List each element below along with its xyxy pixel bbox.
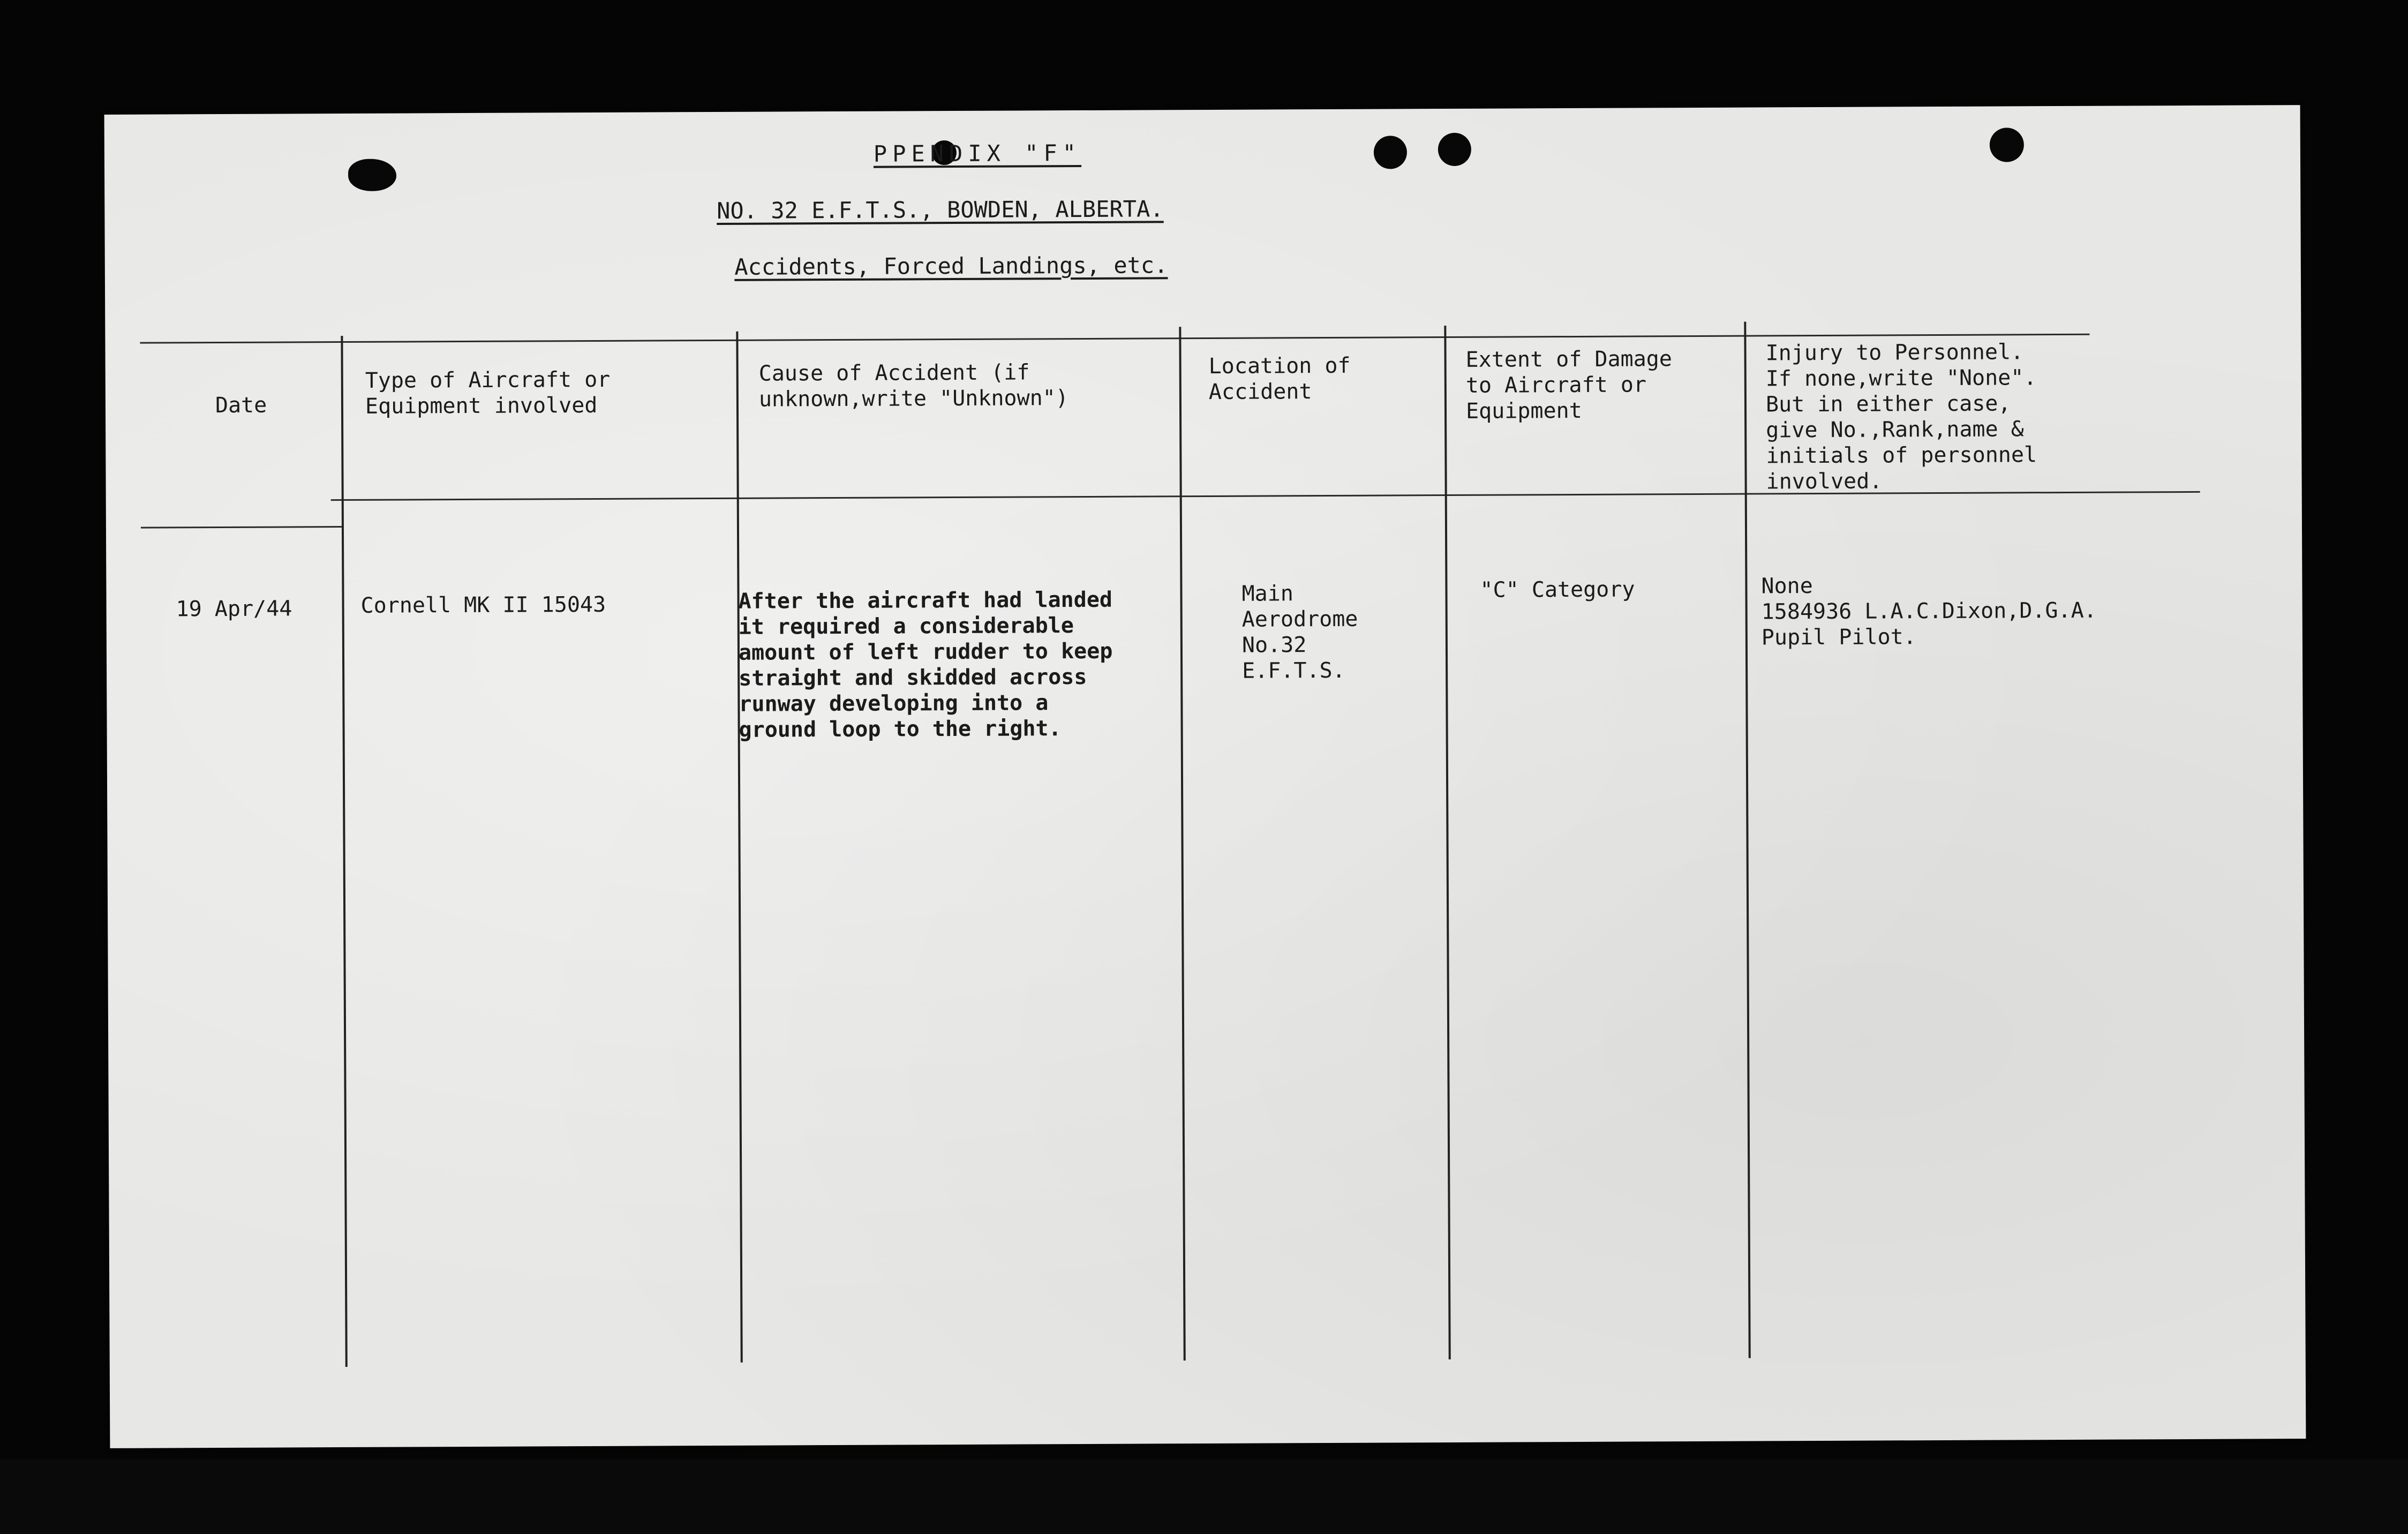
date-header-rule [141, 526, 342, 529]
column-divider-3 [1179, 327, 1185, 1360]
header-location: Location of Accident [1208, 353, 1351, 404]
row-1-damage: "C" Category [1480, 577, 1635, 603]
row-1-cause: After the aircraft had landed it required a considerable amount of left rudder to keep straight and skidded across runway developing into a ground loop to the right. [738, 587, 1113, 742]
column-divider-2 [736, 332, 742, 1363]
row-1-injury: None 1584936 L.A.C.Dixon,D.G.A. Pupil Pilot. [1761, 574, 2097, 650]
column-divider-1 [341, 336, 347, 1367]
header-date: Date [215, 393, 267, 418]
header-injury: Injury to Personnel. If none,write "None". But in either case, give No.,Rank,name & initials of personnel involved. [1765, 340, 2037, 494]
document-sheet [104, 105, 2306, 1448]
appendix-title: PPENDIX "F" [873, 139, 1082, 167]
row-1-date: 19 Apr/44 [176, 596, 292, 622]
header-aircraft: Type of Aircraft or Equipment involved [365, 367, 611, 419]
column-divider-4 [1444, 326, 1450, 1359]
header-damage: Extent of Damage to Aircraft or Equipment [1465, 347, 1673, 424]
column-divider-5 [1744, 322, 1750, 1358]
report-subject: Accidents, Forced Landings, etc. [734, 252, 1168, 280]
row-1-location: Main Aerodrome No.32 E.F.T.S. [1241, 581, 1358, 683]
unit-title: NO. 32 E.F.T.S., BOWDEN, ALBERTA. [717, 195, 1164, 224]
scan-bottom-border [0, 1460, 2408, 1534]
row-1-aircraft: Cornell MK II 15043 [360, 592, 606, 618]
header-cause: Cause of Accident (if unknown,write "Unknown") [758, 360, 1068, 412]
